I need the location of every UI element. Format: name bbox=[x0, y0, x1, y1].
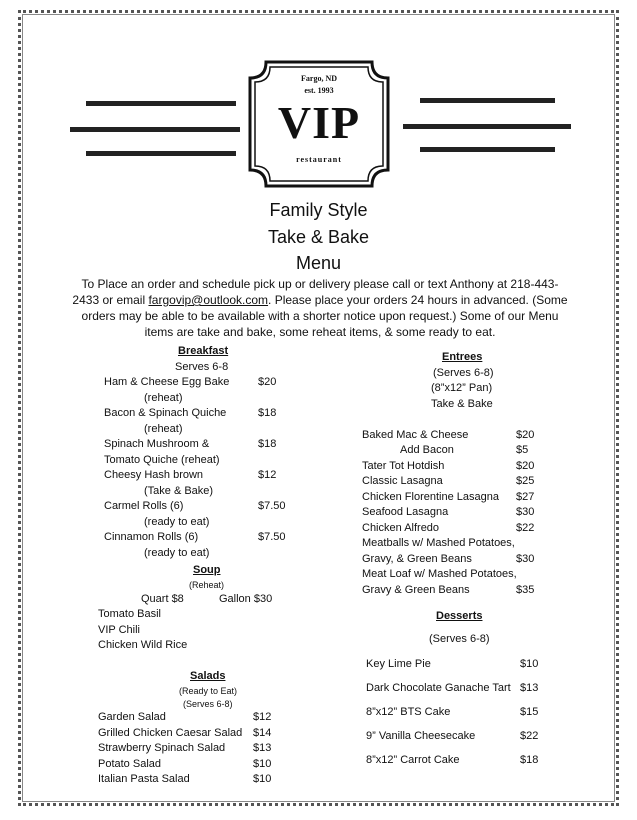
decor-line-right-top bbox=[420, 98, 555, 103]
title-line-1: Family Style bbox=[269, 200, 368, 220]
entree-item-price: $35 bbox=[516, 584, 535, 596]
entree-item-name-2: Gravy & Green Beans bbox=[362, 584, 470, 596]
dessert-item-price: $15 bbox=[520, 706, 539, 718]
breakfast-item-price: $20 bbox=[258, 376, 277, 388]
logo-subtitle: restaurant bbox=[296, 155, 342, 164]
salad-item-price: $12 bbox=[253, 711, 272, 723]
salad-item-price: $13 bbox=[253, 742, 272, 754]
decor-line-right-mid bbox=[403, 124, 571, 129]
logo-name: VIP bbox=[277, 97, 361, 148]
salad-item-name: Potato Salad bbox=[98, 758, 161, 770]
dessert-item-name: 8”x12” BTS Cake bbox=[366, 706, 451, 718]
salad-item-price: $14 bbox=[253, 727, 272, 739]
breakfast-item-name: Bacon & Spinach Quiche bbox=[104, 407, 227, 419]
entree-item-name: Meat Loaf w/ Mashed Potatoes, bbox=[362, 568, 517, 580]
breakfast-item-name: Carmel Rolls (6) bbox=[104, 500, 184, 512]
salads-heading: Salads bbox=[190, 670, 226, 682]
breakfast-item-name: Ham & Cheese Egg Bake bbox=[104, 376, 230, 388]
decor-line-left-top bbox=[86, 101, 236, 106]
entrees-subheading-3: Take & Bake bbox=[431, 398, 493, 410]
breakfast-item-price: $18 bbox=[258, 438, 277, 450]
desserts-heading: Desserts bbox=[436, 610, 483, 622]
soup-gallon-price: Gallon $30 bbox=[219, 593, 273, 605]
entree-item-name: Baked Mac & Cheese bbox=[362, 429, 469, 441]
intro-text-1: To Place an order and schedule pick up or delivery please call or text Anthony at 218-443-2433 or email bbox=[72, 277, 559, 307]
breakfast-item-note: (Take & Bake) bbox=[144, 485, 214, 497]
soup-item: Chicken Wild Rice bbox=[98, 639, 188, 651]
breakfast-item-name: Cheesy Hash brown bbox=[104, 469, 204, 481]
breakfast-item-name: Spinach Mushroom & bbox=[104, 438, 210, 450]
breakfast-item-note: (ready to eat) bbox=[144, 516, 210, 528]
entree-item-name: Seafood Lasagna bbox=[362, 506, 449, 518]
entree-item-price: $22 bbox=[516, 522, 535, 534]
breakfast-item-name: Cinnamon Rolls (6) bbox=[104, 531, 199, 543]
breakfast-item-price: $7.50 bbox=[258, 500, 286, 512]
salads-subheading-1: (Ready to Eat) bbox=[179, 686, 238, 696]
dessert-item-name: Key Lime Pie bbox=[366, 658, 431, 670]
soup-item: Tomato Basil bbox=[98, 608, 161, 620]
breakfast-item-note: (reheat) bbox=[144, 423, 183, 435]
salad-item-price: $10 bbox=[253, 773, 272, 785]
entree-item-price: $25 bbox=[516, 475, 535, 487]
title-line-3: Menu bbox=[295, 253, 342, 273]
breakfast-item-note: (reheat) bbox=[144, 392, 183, 404]
dessert-item-name: 9” Vanilla Cheesecake bbox=[366, 730, 476, 742]
entree-item-name: Add Bacon bbox=[400, 444, 454, 456]
email-link[interactable]: fargovip@outlook.com bbox=[148, 293, 269, 307]
salad-item-name: Garden Salad bbox=[98, 711, 166, 723]
entree-item-name: Chicken Florentine Lasagna bbox=[362, 491, 499, 503]
breakfast-serves: Serves 6-8 bbox=[175, 361, 229, 373]
decor-line-right-bottom bbox=[420, 147, 555, 152]
soup-heading: Soup bbox=[193, 564, 221, 576]
breakfast-item-price: $12 bbox=[258, 469, 277, 481]
entree-item-price: $5 bbox=[516, 444, 529, 456]
soup-quart-price: Quart $8 bbox=[141, 593, 184, 605]
entree-item-name: Tater Tot Hotdish bbox=[362, 460, 445, 472]
entrees-subheading-2: (8”x12” Pan) bbox=[431, 382, 493, 394]
dessert-item-price: $13 bbox=[520, 682, 539, 694]
logo-est: est. 1993 bbox=[304, 86, 334, 95]
entree-item-name: Classic Lasagna bbox=[362, 475, 443, 487]
salad-item-price: $10 bbox=[253, 758, 272, 770]
entrees-subheading-1: (Serves 6-8) bbox=[433, 367, 494, 379]
dessert-item-name: 8”x12” Carrot Cake bbox=[366, 754, 460, 766]
entree-item-price: $27 bbox=[516, 491, 535, 503]
dessert-item-name: Dark Chocolate Ganache Tart bbox=[366, 682, 511, 694]
intro-text-2: . Please place your orders 24 hours in advanced. (Some orders may be able to be available with a shorter notice upon request.) Some of our Menu items are take and bake, some reheat items, & some ready to eat. bbox=[81, 293, 568, 339]
dessert-item-price: $10 bbox=[520, 658, 539, 670]
soup-item: VIP Chili bbox=[98, 624, 140, 636]
decor-line-left-bottom bbox=[86, 151, 236, 156]
entrees-heading: Entrees bbox=[442, 351, 483, 363]
breakfast-item-note: (ready to eat) bbox=[144, 547, 210, 559]
title-line-2: Take & Bake bbox=[267, 227, 370, 247]
entree-item-price: $30 bbox=[516, 506, 535, 518]
desserts-subheading: (Serves 6-8) bbox=[429, 633, 490, 645]
salad-item-name: Strawberry Spinach Salad bbox=[98, 742, 226, 754]
salad-item-name: Italian Pasta Salad bbox=[98, 773, 190, 785]
soup-subheading: (Reheat) bbox=[189, 580, 225, 590]
salad-item-name: Grilled Chicken Caesar Salad bbox=[98, 727, 243, 739]
salads-subheading-2: (Serves 6-8) bbox=[183, 699, 233, 709]
entree-item-price: $30 bbox=[516, 553, 535, 565]
entree-item-name: Chicken Alfredo bbox=[362, 522, 440, 534]
entree-item-name-2: Gravy, & Green Beans bbox=[362, 553, 472, 565]
dessert-item-price: $22 bbox=[520, 730, 539, 742]
breakfast-heading: Breakfast bbox=[178, 345, 229, 357]
decor-line-left-mid bbox=[70, 127, 240, 132]
entree-item-name: Meatballs w/ Mashed Potatoes, bbox=[362, 537, 515, 549]
breakfast-item-price: $7.50 bbox=[258, 531, 286, 543]
entree-item-price: $20 bbox=[516, 429, 535, 441]
logo-city: Fargo, ND bbox=[301, 74, 337, 83]
intro-paragraph bbox=[70, 276, 570, 340]
entree-item-price: $20 bbox=[516, 460, 535, 472]
breakfast-item-name-2: Tomato Quiche (reheat) bbox=[104, 454, 220, 466]
dessert-item-price: $18 bbox=[520, 754, 539, 766]
breakfast-item-price: $18 bbox=[258, 407, 277, 419]
